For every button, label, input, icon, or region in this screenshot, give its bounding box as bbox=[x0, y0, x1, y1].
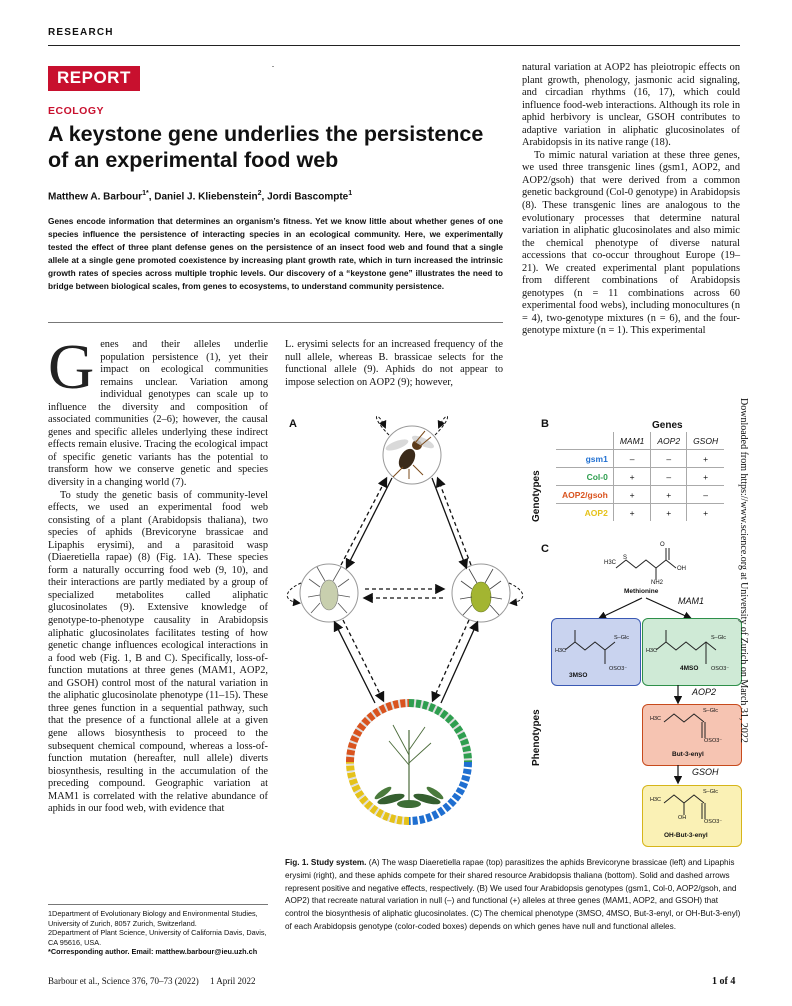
body-column-3 bbox=[522, 62, 740, 338]
caption-text: (A) The wasp Diaeretiella rapae (top) parasitizes the aphids Brevicoryne brassicae (left) and Lipaphis erysimi (right), and these aphids compete for their shared resource Arabidopsis thaliana (bottom). Solid and dashed arrows represent positive and negative effects, respectively. (B) We used four Arabidopsis genotypes (gsm1, Col-0, AOP2/gsoh, and AOP2) that recreate natural variation in null (–) and functional (+) alleles at three genes (MAM1, AOP2, and GSOH) that control the biosynthesis of aliphatic glucosinolates. (C) The chemical phenotype (3MSO, 4MSO, But-3-enyl, or OH-But-3-enyl) of each Arabidopsis genotype (color-coded boxes) depends on which genes have null and functional alleles. bbox=[285, 858, 741, 931]
page-number: 1 of 4 bbox=[712, 976, 736, 987]
gene-col-header: MAM1 bbox=[613, 432, 651, 450]
chem-label: O bbox=[660, 542, 665, 548]
paragraph: To study the genetic basis of community-level effects, we used an experimental food web consisting of a plant (Arabidopsis thaliana), two species of aphids (Brevicoryne brassicae and Lipaphis erysimi), and a parasitoid wasp (Diaeretiella rapae) (8) (Fig. 1A). These species form a naturally occurring food web (9, 10), and their interactions are partly mediated by a group of specialized metabolites called aliphatic glucosinolates (9). Extensive knowledge of genotype-to-phenotype causality in Arabidopsis aliphatic glucosinolates facilitates testing of how genetic change influences ecological interactions in a food web (Fig. 1, B and C). Specifically, loss-of-function mutations at three genes (MAM1, AOP2, and GSOH) control most of the natural variation in the aliphatic glucosinolate phenotype (11–15). These three genes function in a sequential pathway, such that the presence of a functional allele at a given gene allows biosynthesis to proceed to the subsequent chemical compound, whereas a loss-of-function mutation (hereafter, null allele) diverts biosynthesis, resulting in the accumulation of the preceding compound. Geographic variation at MAM1 is correlated with the relative abundance of aphids in our food web, with evidence that bbox=[48, 489, 268, 815]
chem-label: OSO3⁻ bbox=[609, 666, 628, 672]
food-web-diagram bbox=[285, 415, 535, 855]
author-list: Matthew A. Barbour$^{1*}$, Daniel J. Kliebenstein$^2$, Jordi Bascompte$^1$ bbox=[48, 190, 353, 203]
genotypes-axis-label: Genotypes bbox=[531, 470, 542, 522]
aop2-arrow-label: AOP2 bbox=[692, 687, 717, 697]
chem-label: S–Glc bbox=[703, 789, 718, 795]
chem-label: OSO3⁻ bbox=[704, 819, 723, 825]
mam1-arrow-label: MAM1 bbox=[678, 596, 705, 606]
affiliation-1: 1Department of Evolutionary Biology and Environmental Studies, University of Zurich, 8057 Zurich, Switzerland. bbox=[48, 909, 258, 928]
phenotypes-axis-label: Phenotypes bbox=[531, 709, 542, 766]
report-badge: REPORT bbox=[48, 66, 140, 91]
section-header: RESEARCH bbox=[48, 27, 114, 38]
table-row bbox=[556, 468, 724, 486]
allele-cell: + bbox=[613, 486, 651, 504]
body-column-1 bbox=[48, 331, 268, 816]
gsoh-arrow-label: GSOH bbox=[692, 767, 719, 777]
corresponding-author[interactable]: *Corresponding author. Email: matthew.barbour@ieu.uzh.ch bbox=[48, 947, 258, 957]
affiliation-2: 2Department of Plant Science, University of California Davis, Davis, CA 95616, USA. bbox=[48, 928, 267, 947]
paragraph: L. erysimi selects for an increased frequency of the null allele, whereas B. brassicae selects for the functional allele (9). Aphids do not appear to impose selection on AOP2 (9); however, bbox=[285, 339, 503, 388]
genotype-table bbox=[556, 432, 724, 521]
author-name[interactable]: Matthew A. Barbour bbox=[48, 191, 143, 203]
methionine-label: Methionine bbox=[624, 588, 659, 595]
aphid-node-left bbox=[300, 564, 358, 622]
allele-cell: – bbox=[651, 468, 687, 486]
allele-cell: + bbox=[613, 504, 651, 522]
allele-cell: + bbox=[651, 504, 687, 522]
chem-label: NH2 bbox=[651, 580, 664, 586]
chem-label: H3C bbox=[646, 648, 658, 654]
footnote-rule bbox=[48, 904, 268, 905]
aphid-node-right bbox=[452, 564, 510, 622]
allele-cell: + bbox=[651, 486, 687, 504]
chem-label: S–Glc bbox=[703, 708, 718, 714]
table-row bbox=[556, 504, 724, 522]
panel-b-label: B bbox=[541, 418, 549, 430]
topic-label: ECOLOGY bbox=[48, 105, 105, 117]
genotype-label: AOP2 bbox=[556, 504, 613, 522]
allele-cell: + bbox=[687, 468, 725, 486]
allele-cell: – bbox=[613, 450, 651, 468]
gsoh-arrow bbox=[670, 764, 690, 786]
plant-node bbox=[350, 703, 468, 821]
panel-a-label: A bbox=[289, 418, 297, 430]
paragraph: enes and their alleles underlie population persistence (1), yet their impact on ecological communities remains unclear. Variation among individual genotypes can scale up to influence the diversity and composition of associated communities (2–6); however, the causal genes and specific alleles underlying these indirect effects remain elusive. Tracing the ecological impact of specific genetic variants has the potential to transform how we conserve genetic and species diversity in a changing world (7). bbox=[48, 339, 268, 489]
chem-label: H3C bbox=[604, 560, 617, 566]
paragraph: To mimic natural variation at these three genes, we used three transgenic lines (gsm1, AOP2, and AOP2/gsoh) that were derived from a common genetic background (Col-0 genotype) in Arabidopsis (8). These transgenic lines are analogous to the evolutionary processes that determine natural variation in aliphatic glucosinolates and also mimic the chemical phenotype of diverse natural accessions that co-occur throughout Europe (19–21). We created experimental plant populations from different combinations of Arabidopsis genotypes (n = 11 combinations across 60 experimental food webs), including monocultures (n = 4), two-genotype mixtures (n = 6), and the four-genotype mixture (n = 1). This experimental bbox=[522, 149, 740, 337]
footnotes bbox=[48, 909, 273, 957]
wasp-node bbox=[383, 426, 441, 484]
chem-label: S–Glc bbox=[711, 635, 726, 641]
phenotype-label: OH-But-3-enyl bbox=[664, 832, 708, 839]
figure-caption bbox=[285, 857, 741, 934]
genotype-label: AOP2/gsoh bbox=[556, 486, 613, 504]
gene-col-header: AOP2 bbox=[651, 432, 687, 450]
phenotype-label: 4MSO bbox=[680, 665, 699, 672]
genes-title: Genes bbox=[652, 420, 683, 431]
phenotype-label: 3MSO bbox=[569, 672, 588, 679]
allele-cell: + bbox=[687, 504, 725, 522]
table-row bbox=[556, 450, 724, 468]
allele-cell: + bbox=[613, 468, 651, 486]
chem-label: OSO3⁻ bbox=[711, 666, 730, 672]
drop-cap: G bbox=[48, 331, 95, 402]
article-title: A keystone gene underlies the persistence of an experimental food web bbox=[48, 122, 484, 172]
allele-cell: + bbox=[687, 450, 725, 468]
chem-label: OH bbox=[678, 815, 687, 821]
aop2-arrow bbox=[670, 684, 690, 706]
abstract: Genes encode information that determines an organism’s fitness. Yet we know little about whether genes of one species influence the persistence of interacting species in an ecological community. Here, we experimentally tested the effect of three plant defense genes on the persistence of an insect food web and found that a single allele at a single gene promoted coexistence by increasing plant growth rate, which in turn increased the intrinsic growth rates of species across multiple trophic levels. Our discovery of a “keystone gene” illustrates the need to bridge between biological scales, from genes to ecosystems, to understand community persistence. bbox=[48, 216, 503, 292]
gene-col-header: GSOH bbox=[687, 432, 725, 450]
table-row bbox=[556, 486, 724, 504]
genotype-label: gsm1 bbox=[556, 450, 613, 468]
genotype-label: Col-0 bbox=[556, 468, 613, 486]
allele-cell: – bbox=[651, 450, 687, 468]
panel-c-label: C bbox=[541, 543, 549, 555]
chem-label: S–Glc bbox=[614, 635, 629, 641]
author-name[interactable]: Jordi Bascompte bbox=[267, 191, 349, 203]
header-rule bbox=[48, 45, 740, 46]
citation-footer: Barbour et al., Science 376, 70–73 (2022) 1 April 2022 bbox=[48, 976, 256, 986]
chem-label: H3C bbox=[650, 716, 662, 722]
arrow-wasp-aphid bbox=[347, 478, 392, 567]
paragraph: natural variation at AOP2 has pleiotropic effects on plant growth, phenology, jasmonic acid signaling, and circadian rhythms (16, 17), which could influence food-web interactions. Although its role in aphid herbivory is unclear, GSOH contributes to adaptive variation in aliphatic glucosinolates of Arabidopsis in its native range (18). bbox=[522, 62, 740, 149]
chem-label: H3C bbox=[555, 648, 567, 654]
chem-label: OSO3⁻ bbox=[704, 738, 723, 744]
author-name[interactable]: Daniel J. Kliebenstein bbox=[154, 191, 258, 203]
body-column-2 bbox=[285, 339, 503, 389]
chem-label: S bbox=[623, 555, 628, 561]
download-note: Downloaded from https://www.science.org at University of Zurich on March 31, 2022 bbox=[738, 398, 749, 743]
allele-cell: – bbox=[687, 486, 725, 504]
chem-label: H3C bbox=[650, 797, 662, 803]
abstract-rule bbox=[48, 322, 503, 323]
caption-lead: Fig. 1. Study system. bbox=[285, 858, 367, 867]
chem-label: OH bbox=[677, 566, 686, 572]
phenotype-label: But-3-enyl bbox=[672, 751, 704, 758]
divider bbox=[272, 66, 274, 67]
